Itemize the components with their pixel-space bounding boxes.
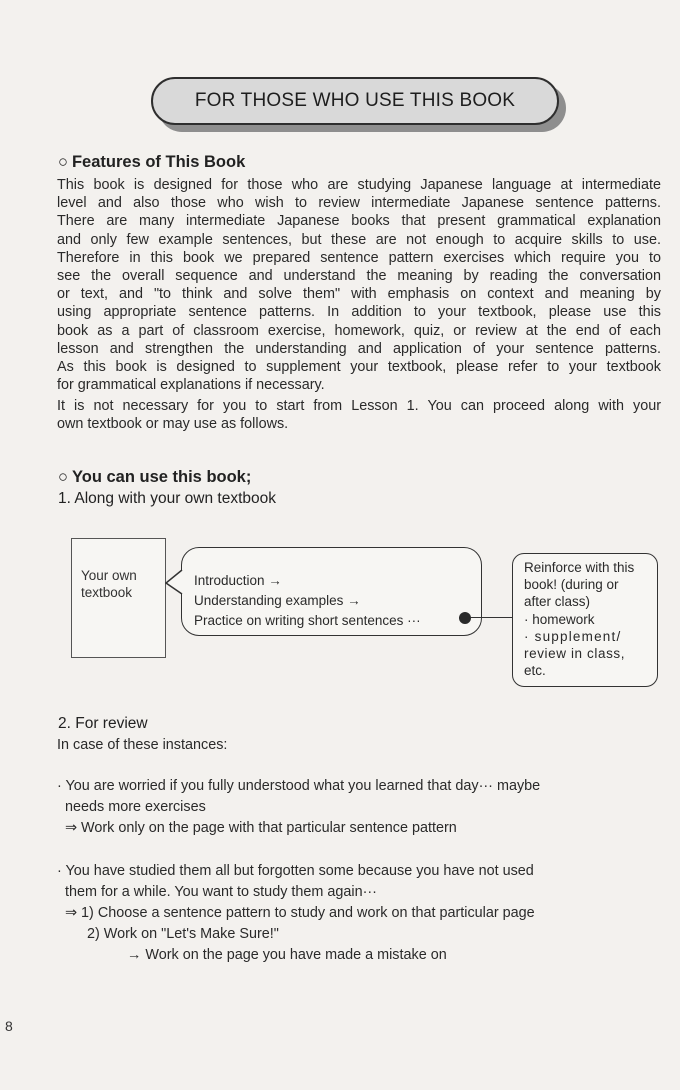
text-line: textbook (81, 585, 133, 600)
text-line: · homework (524, 611, 595, 627)
text-line: book! (during or (524, 577, 619, 593)
text-line: and only few example sentences, but these are not enough to acquire skills to use. (57, 231, 661, 248)
text-line: Your own (81, 568, 137, 583)
lesson-start-paragraph (57, 397, 661, 433)
text-line: review in class, (524, 646, 626, 662)
usage-option-1: 1. Along with your own textbook (58, 490, 276, 507)
text-line: · You have studied them all but forgotten some because you have not used (57, 863, 534, 879)
text-line: book as a part of classroom exercise, homework, quiz, or review at the end of each (57, 322, 661, 339)
text-line: them for a while. You want to study them again··· (65, 884, 377, 900)
text-line: level and also those who wish to review intermediate Japanese sentence patterns. (57, 195, 661, 212)
flow-step: Understanding examples → (194, 593, 361, 608)
flow-step: Practice on writing short sentences ··· (194, 613, 421, 628)
text-line: ⇒ 1) Choose a sentence pattern to study and work on that particular page (65, 905, 535, 921)
text-line: · You are worried if you fully understood what you learned that day··· maybe (57, 778, 541, 794)
usage-heading-text: You can use this book; (71, 468, 252, 486)
review-case-2 (57, 861, 535, 966)
features-heading (58, 153, 245, 172)
text-line: → Work on the page you have made a mistake on (127, 947, 447, 963)
speech-bubble-tail (165, 568, 185, 598)
text-line: There are many intermediate Japanese books that present grammatical explanation (57, 213, 661, 230)
flow-step: Introduction → (194, 573, 282, 588)
connector-dot-icon (459, 612, 471, 624)
text-line: using appropriate sentence patterns. In addition to your textbook, please use this (57, 304, 661, 321)
text-line: ⇒ Work only on the page with that particular sentence pattern (65, 820, 457, 836)
text-line: or text, and "to think and solve them" with emphasis on context and meaning by (57, 286, 661, 303)
own-textbook-box (71, 538, 166, 658)
text-line: Reinforce with this (524, 560, 635, 575)
text-line: see the overall sequence and understand the meaning by reading the conversation (57, 268, 661, 285)
features-heading-text: Features of This Book (71, 153, 246, 171)
text-line: lesson and strengthen the understanding and application of your sentence patterns. (57, 340, 661, 357)
circle-bullet-icon: ○ (58, 468, 68, 486)
circle-bullet-icon: ○ (58, 153, 68, 171)
connector-line (470, 617, 514, 618)
text-line: own textbook or may use as follows. (57, 416, 289, 433)
review-case-1 (57, 776, 540, 839)
text-line: Therefore in this book we prepared sentence pattern exercises which require you to (57, 249, 661, 266)
text-line: As this book is designed to supplement your textbook, please refer to your textbook (57, 359, 661, 376)
text-line: This book is designed for those who are studying Japanese language at intermediate (57, 177, 661, 193)
text-line: for grammatical explanations if necessary. (57, 377, 325, 394)
text-line: needs more exercises (65, 799, 206, 815)
text-line: etc. (524, 663, 546, 679)
page-title: FOR THOSE WHO USE THIS BOOK (194, 90, 516, 111)
text-line: 2) Work on "Let's Make Sure!" (87, 926, 279, 942)
class-flow-steps (194, 571, 421, 631)
reinforce-box (512, 553, 658, 687)
text-line: after class) (524, 594, 591, 610)
page-title-banner (151, 77, 559, 125)
instances-intro: In case of these instances: (57, 737, 228, 753)
text-line: It is not necessary for you to start from Lesson 1. You can proceed along with your (57, 398, 661, 414)
text-line: · supplement/ (524, 628, 622, 644)
page-number: 8 (5, 1018, 13, 1034)
features-paragraph (57, 176, 661, 394)
usage-option-2: 2. For review (58, 715, 148, 732)
usage-heading (58, 468, 251, 487)
